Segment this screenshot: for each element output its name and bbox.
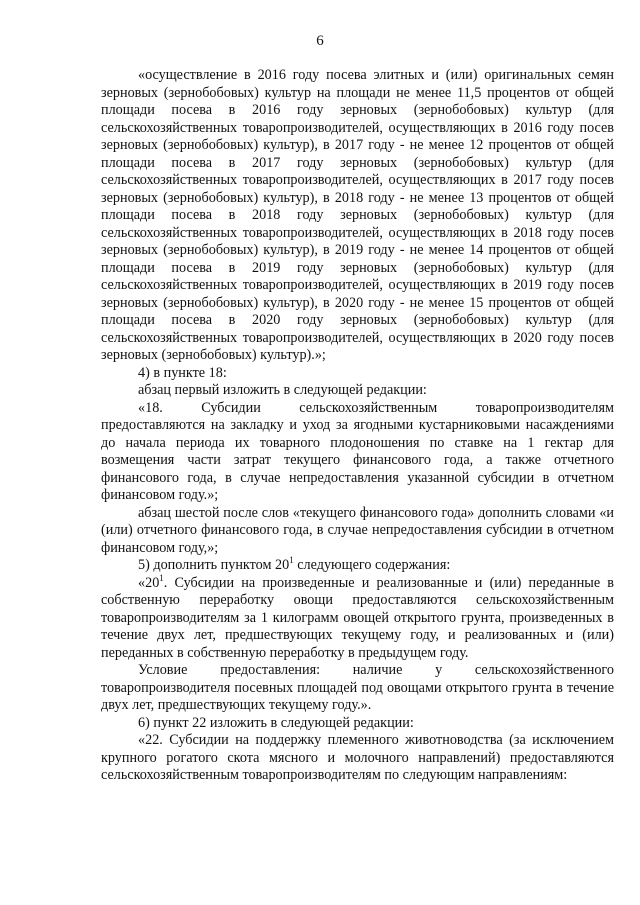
paragraph-item-4-heading: 4) в пункте 18: bbox=[138, 364, 227, 381]
paragraph-seed-quota: «осуществление в 2016 году посева элитных и (или) оригинальных семян зерновых (зернобобовых) культур на площади не менее 11,5 процентов от общей площади посева в 2016 году зерновых (зернобобовых) культур (для сельскохозяйственных товаропроизводителей, осуществляющих в 2016 году посев зерновых (зернобобовых) культур), в 2017 году - не менее 12 процентов от общей площади посева в 2017 году зерновых (зернобобовых) культур (для сельскохозяйственных товаропроизводителей, осуществляющих в 2017 году посев зерновых (зернобобовых) культур), в 2018 году - не менее 13 процентов от общей площади посева в 2018 году зерновых (зернобобовых) культур (для сельскохозяйственных товаропроизводителей, осуществляющих в 2018 году посев зерновых (зернобобовых) культур), в 2019 году - не менее 14 процентов от общей площади посева в 2019 году зерновых (зернобобовых) культур (для сельскохозяйственных товаропроизводителей, осуществляющих в 2019 году посев зерновых (зернобобовых) культур), в 2020 году - не менее 15 процентов от общей площади посева в 2020 году зерновых (зернобобовых) культур (для сельскохозяйственных товаропроизводителей, осуществляющих в 2020 году посев зерновых (зернобобовых) культур).»; bbox=[101, 67, 614, 363]
paragraph-item-5-heading: 5) дополнить пунктом $20^1$ следующего содержания: bbox=[138, 555, 451, 573]
paragraph-clause-22: «22. Субсидии на поддержку племенного животноводства (за исключением крупного рогатого скота мясного и молочного направлений) предоставляются сельскохозяйственным товаропроизводителям по следующим направлениям: bbox=[101, 732, 614, 783]
paragraph-item-4-first: абзац первый изложить в следующей редакции: bbox=[138, 382, 427, 398]
document-body bbox=[101, 67, 614, 785]
paragraph-condition: Условие предоставления: наличие у сельскохозяйственного товаропроизводителя посевных площадей под овощами открытого грунта в течение двух лет, предшествующих текущему году.». bbox=[101, 662, 614, 713]
paragraph-sixth-abzac: абзац шестой после слов «текущего финансового года» дополнить словами «и (или) отчетного финансового года, в случае непредоставления субсидии в отчетном финансовом году,»; bbox=[101, 504, 614, 556]
page-number: 6 bbox=[316, 33, 324, 49]
paragraph-clause-18: «18. Субсидии сельскохозяйственным товаропроизводителям предоставляются на закладку и уход за ягодными кустарниковыми насаждениями до начала периода их товарного плодоношения по ставке на 1 гектар для возмещения части затрат текущего финансового года, а также отчетного финансового года, в случае непредоставления указанной субсидии в отчетном финансовом году.»; bbox=[101, 399, 614, 503]
paragraph-item-6-heading: 6) пункт 22 изложить в следующей редакции: bbox=[138, 714, 414, 731]
paragraph-clause-20-1: «$20^1$. Субсидии на произведенные и реализованные и (или) переданные в собственную переработку овощи предоставляются сельскохозяйственным товаропроизводителям за 1 килограмм овощей открытого грунта, произведенных в течение двух лет, предшествующих текущему году, и реализованных и (или) переданных в собственную переработку в предыдущем году. bbox=[101, 572, 614, 661]
